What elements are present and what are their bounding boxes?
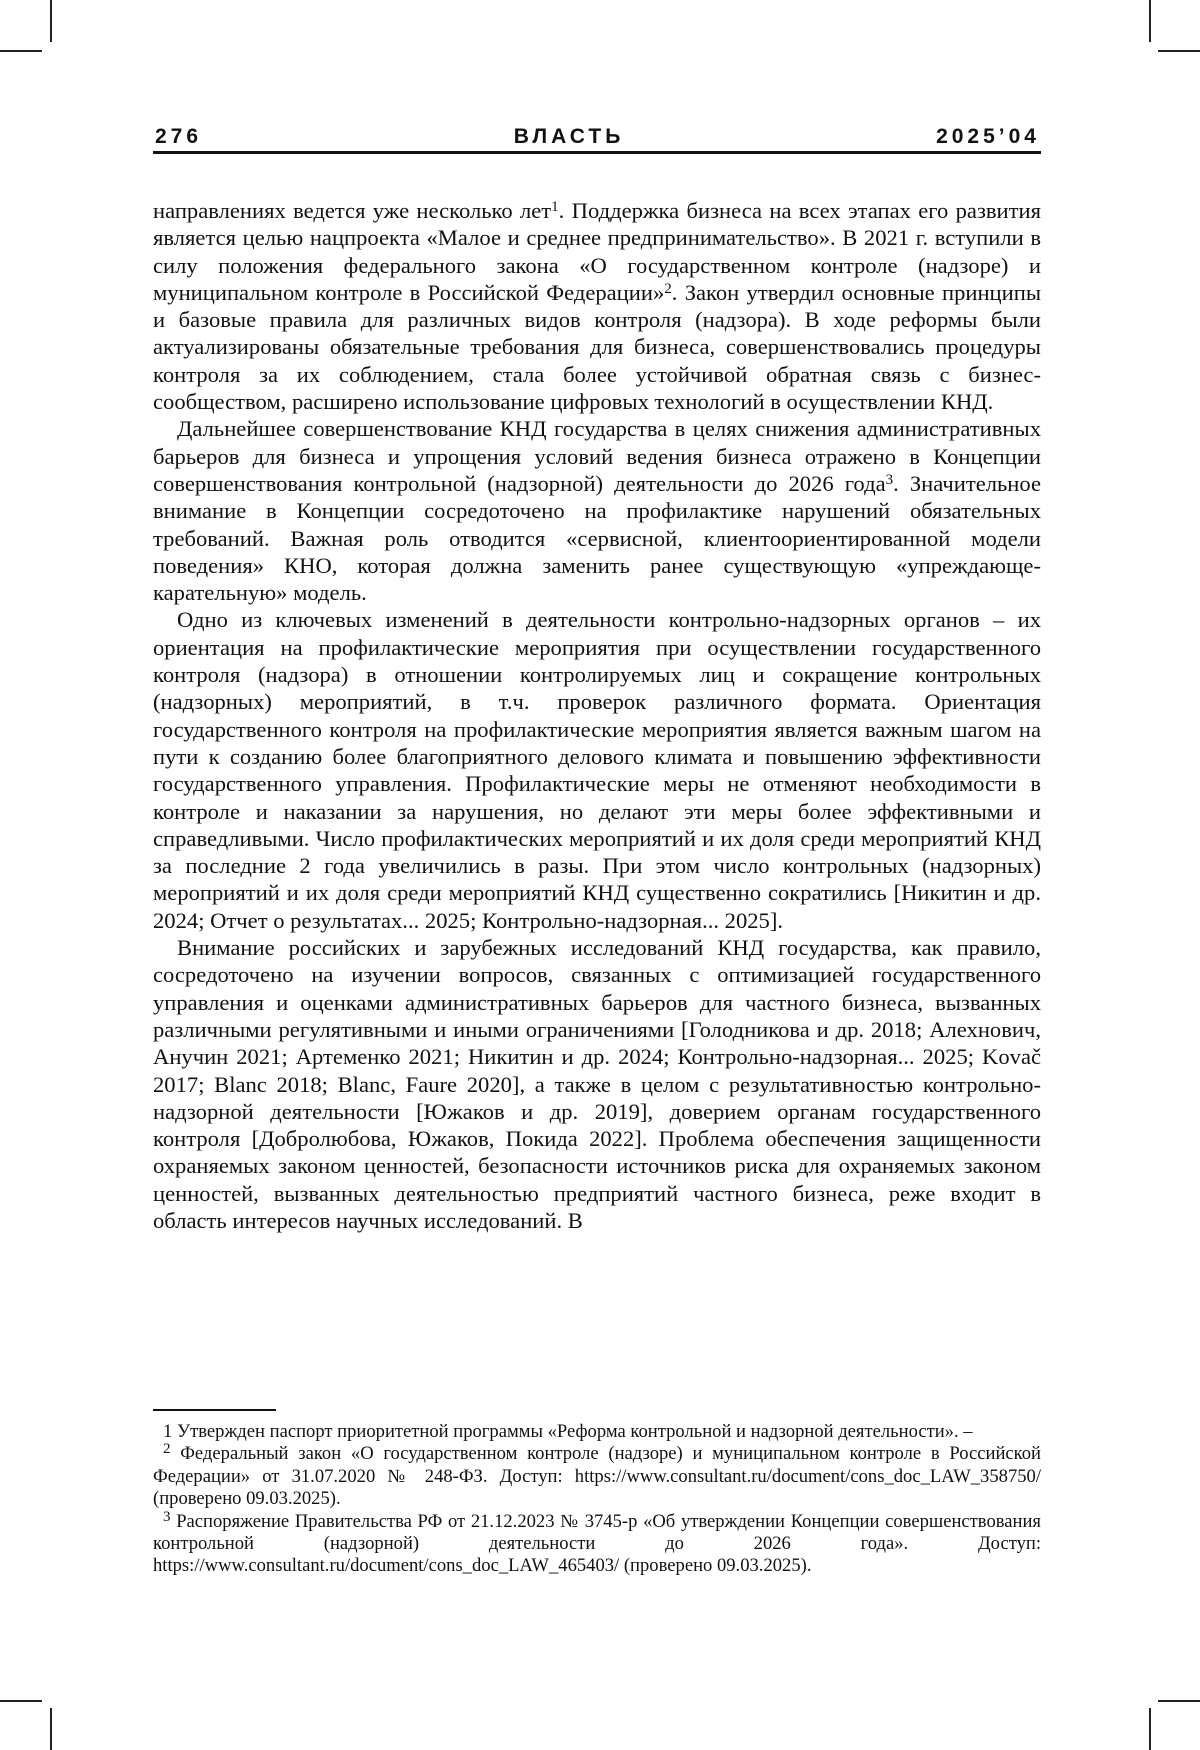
crop-mark-bottom-left bbox=[50, 1708, 52, 1750]
article-body bbox=[153, 197, 1041, 1234]
footnote-number: 1 bbox=[163, 1421, 172, 1442]
footnote-number: 3 bbox=[163, 1509, 171, 1525]
footnote-2 bbox=[153, 1443, 1041, 1510]
crop-mark-top-right bbox=[1149, 0, 1151, 42]
footnote-1 bbox=[153, 1421, 1041, 1443]
paragraph-1: направлениях ведется уже несколько лет1. Поддержка бизнеса на всех этапах его развития является целью нацпроекта «Малое и среднее предпринимательство». В 2021 г. вступили в силу положения федерального закона «О государственном контроле (надзоре) и муниципальном контроле в Российской Федерации»2. Закон утвердил основные принципы и базовые правила для различных видов контроля (надзора). В ходе реформы были актуализированы обязательные требования для бизнеса, совершенствовались процедуры контроля за их соблюдением, стала более устойчивой обратная связь с бизнес-сообществом, расширено использование цифровых технологий в осуществлении КНД. bbox=[153, 197, 1041, 415]
crop-mark-bottom-right bbox=[1158, 1700, 1200, 1702]
paragraph-3: Одно из ключевых изменений в деятельности контрольно-надзорных органов – их ориентация на профилактические мероприятия при осуществлении государственного контроля (надзора) в отношении контролируемых лиц и сокращение контрольных (надзорных) мероприятий, в т.ч. проверок различного формата. Ориентация государственного контроля на профилактические мероприятия является важным шагом на пути к созданию более благоприятного делового климата и повышению эффективности государственного управления. Профилактические меры не отменяют необходимости в контроле и наказании за нарушения, но делают эти меры более эффективными и справедливыми. Число профилактических мероприятий и их доля среди мероприятий КНД за последние 2 года увеличились в разы. При этом число контрольных (надзорных) мероприятий и их доля среди мероприятий КНД существенно сократились [Никитин и др. 2024; Отчет о результатах... 2025; Контрольно-надзорная... 2025]. bbox=[153, 606, 1041, 934]
issue-number: 2025’04 bbox=[936, 126, 1040, 148]
paragraph-4: Внимание российских и зарубежных исследований КНД государства, как правило, сосредоточено на изучении вопросов, связанных с оптимизацией государственного управления и оценками административных барьеров для частного бизнеса, вызванных различными регулятивными и иными ограничениями [Голодникова и др. 2018; Алехнович, Анучин 2021; Артеменко 2021; Никитин и др. 2024; Контрольно-надзорная... 2025; Kovač 2017; Blanc 2018; Blanc, Faure 2020], а также в целом с результативностью контрольно-надзорной деятельности [Южаков и др. 2019], доверием органам государственного контроля [Добролюбова, Южаков, Покида 2022]. Проблема обеспечения защищенности охраняемых законом ценностей, безопасности источников риска для охраняемых законом ценностей, вызванных деятельностью предприятий частного бизнеса, реже входит в область интересов научных исследований. В bbox=[153, 934, 1041, 1234]
crop-mark-bottom-right bbox=[1149, 1708, 1151, 1750]
journal-name: ВЛАСТЬ bbox=[514, 126, 625, 148]
footnote-rule bbox=[153, 1409, 276, 1411]
footnote-text: Федеральный закон «О государственном контроле (надзоре) и муниципальном контроле в Российской Федерации» от 31.07.2020 № 248-ФЗ. Доступ: https://www.consultant.ru/document/cons_doc_LAW_358750/ (проверено 09.03.2025). bbox=[153, 1443, 1041, 1509]
running-header bbox=[155, 126, 1040, 148]
crop-mark-top-left bbox=[0, 50, 42, 52]
footnotes bbox=[153, 1421, 1041, 1578]
footnote-ref-2[interactable]: 2 bbox=[664, 281, 672, 297]
crop-mark-top-right bbox=[1158, 50, 1200, 52]
crop-mark-top-left bbox=[50, 0, 52, 42]
footnote-text: Распоряжение Правительства РФ от 21.12.2023 № 3745-р «Об утверждении Концепции совершенствования контрольной (надзорной) деятельности до 2026 года». Доступ: https://www.consultant.ru/document/cons_doc_LAW_465403/ (проверено 09.03.2025). bbox=[153, 1511, 1041, 1577]
crop-mark-bottom-left bbox=[0, 1700, 42, 1702]
footnote-number: 2 bbox=[163, 1441, 171, 1457]
footnote-text: Утвержден паспорт приоритетной программы «Реформа контрольной и надзорной деятельности». – bbox=[177, 1421, 973, 1442]
paragraph-2: Дальнейшее совершенствование КНД государства в целях снижения административных барьеров для бизнеса и упрощения условий ведения бизнеса отражено в Концепции совершенствования контрольной (надзорной) деятельности до 2026 года3. Значительное внимание в Концепции сосредоточено на профилактике нарушений обязательных требований. Важная роль отводится «сервисной, клиентоориентированной модели поведения» КНО, которая должна заменить ранее существующую «упреждающе-карательную» модель. bbox=[153, 415, 1041, 606]
footnote-ref-1[interactable]: 1 bbox=[551, 199, 559, 215]
footnote-3 bbox=[153, 1511, 1041, 1578]
footnote-ref-3[interactable]: 3 bbox=[886, 472, 894, 488]
page-number: 276 bbox=[155, 126, 202, 148]
header-rule bbox=[153, 151, 1041, 154]
